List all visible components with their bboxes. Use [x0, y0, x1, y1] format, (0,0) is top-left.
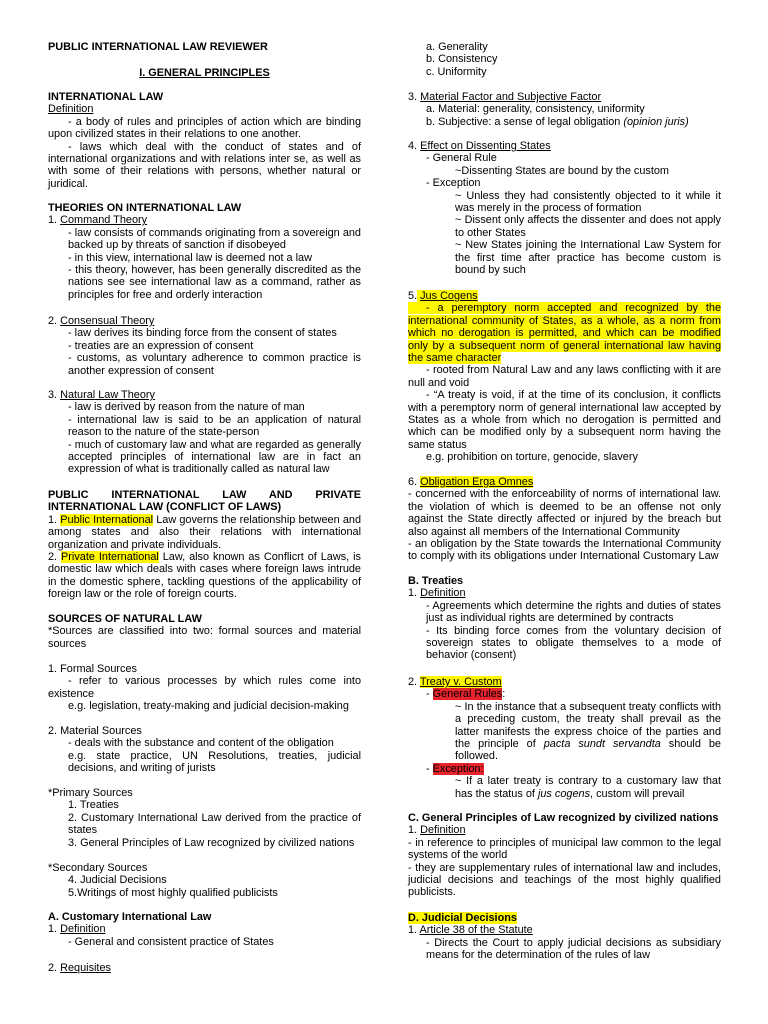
- secondary-sources-block: [48, 862, 361, 899]
- pil-item: [48, 551, 361, 601]
- item-number: 5.: [408, 290, 418, 302]
- item-number: 1.: [48, 923, 61, 936]
- jus-cogens-example: e.g. prohibition on torture, genocide, slavery: [426, 451, 638, 464]
- jus-cogens-block: [408, 290, 721, 464]
- exception-point: [408, 775, 721, 800]
- factors-title: [408, 91, 721, 103]
- pil-item: [48, 514, 361, 551]
- theory-point: - this theory, however, has been generally discredited as the nations see see international law as a command, rather as principles for free and orderly interaction: [68, 264, 361, 301]
- theory-title: [48, 315, 361, 327]
- treaty-vs-custom-block: [408, 676, 721, 800]
- exception-point: ~ Dissent only affects the dissenter and does not apply to other States: [455, 214, 721, 239]
- section-title-block: [48, 67, 361, 79]
- sources-block: [48, 613, 361, 650]
- document-title-block: [48, 41, 361, 53]
- general-principles-heading: C. General Principles of Law recognized by civilized nations: [408, 812, 719, 824]
- theory-point: - international law is said to be an application of natural reason to the nature of the state-person: [68, 413, 361, 439]
- theory-title: [48, 389, 361, 401]
- customary-definition-title: [48, 923, 361, 935]
- requisite-item: b. Consistency: [426, 53, 498, 66]
- sources-note: *Sources are classified into two: formal sources and material sources: [48, 625, 361, 650]
- colon: :: [502, 688, 506, 701]
- item-number: 6.: [408, 476, 421, 488]
- theory-point: - customs, as voluntary adherence to common practice is another expression of consent: [68, 352, 361, 377]
- material-sources-point: - deals with the substance and content of the obligation: [68, 737, 334, 750]
- general-principles-point: - in reference to principles of municipal law common to the legal systems of the world: [408, 836, 721, 862]
- treaty-vs-custom-title: [408, 676, 721, 688]
- secondary-source-item: 4. Judicial Decisions: [68, 874, 167, 887]
- general-rules-line: [408, 688, 721, 700]
- subjective-factor-text: b. Subjective: a sense of legal obligation: [426, 115, 624, 128]
- consensual-theory-block: [48, 315, 361, 377]
- theory-point: - law derives its binding force from the consent of states: [68, 327, 337, 340]
- item-label: Definition: [420, 587, 466, 600]
- erga-omnes-point: - an obligation by the State towards the International Community to comply with its obligations under International Customary Law: [408, 538, 721, 563]
- theory-label: Command Theory: [60, 214, 148, 227]
- item-label: Treaty v. Custom: [419, 676, 502, 688]
- requisites-list: [408, 41, 721, 78]
- item-label: Requisites: [60, 962, 111, 974]
- erga-omnes-title: [408, 476, 721, 488]
- theory-number: 3.: [48, 389, 61, 401]
- pil-item-text: Law governs the relationship between and among states and also their relations with international organization and private individuals.: [48, 513, 361, 551]
- treaties-block: [408, 575, 721, 662]
- article-38-title: [408, 924, 721, 936]
- definition-point: - a body of rules and principles of action which are binding upon civilized states in their relations to one another.: [48, 115, 361, 141]
- theory-number: 1.: [48, 214, 61, 227]
- general-principles-block: [408, 812, 721, 899]
- material-sources-block: [48, 725, 361, 775]
- natural-law-theory-block: [48, 389, 361, 476]
- treaties-definition-point: - Its binding force comes from the voluntary decision of sovereign states to obligate themselves to a mode of behavior (consent): [426, 624, 721, 662]
- general-principles-definition-title: [408, 824, 721, 836]
- general-rules-end: should be followed.: [455, 738, 721, 763]
- subjective-factor: [408, 116, 721, 128]
- sources-heading: SOURCES OF NATURAL LAW: [48, 613, 202, 625]
- treaties-definition-point: - Agreements which determine the rights and duties of states just as individual rights are determined by contracts: [426, 599, 721, 625]
- formal-sources-point: - refer to various processes by which rules come into existence: [48, 675, 361, 700]
- article-38-point: - Directs the Court to apply judicial decisions as subsidiary means for the determination of the rules of law: [426, 936, 721, 962]
- international-law-block: [48, 91, 361, 190]
- primary-source-item: 2. Customary International Law derived from the practice of states: [68, 811, 361, 837]
- item-label: Definition: [420, 824, 466, 837]
- exception-line: [408, 763, 721, 775]
- theory-number: 2.: [48, 315, 61, 327]
- theory-point: - treaties are an expression of consent: [68, 339, 254, 352]
- pil-item-text: Law, also known as Conflicrt of Laws, is domestic law which deals with cases where foreign laws intrude in the domestic sphere, tackling questions of the applicability of foreign law or the role of foreign courts.: [48, 551, 361, 601]
- erga-omnes-block: [408, 476, 721, 563]
- item-number: 1.: [408, 924, 420, 937]
- item-label: Effect on Dissenting States: [420, 140, 551, 152]
- definition-label: Definition: [48, 103, 94, 116]
- general-rules-point: [408, 701, 721, 763]
- international-law-heading: INTERNATIONAL LAW: [48, 91, 164, 103]
- general-rules-term: pacta sundt servandta: [543, 738, 661, 751]
- customary-law-block: [48, 911, 361, 948]
- theory-point: - law consists of commands originating from a sovereign and backed up by threats of sanction if disobeyed: [68, 226, 361, 252]
- general-rule-point: ~Dissenting States are bound by the custom: [455, 164, 670, 177]
- general-rules-text: ~ In the instance that a subsequent treaty conflicts with a preceding custom, the treaty shall prevail as the latter manifests the express choice of the parties and the principle of: [455, 700, 721, 751]
- pil-item-number: 1.: [48, 513, 61, 526]
- material-factor: a. Material: generality, consistency, uniformity: [426, 103, 645, 116]
- jus-cogens-definition: - a peremptory norm accepted and recognized by the international community of States, as a whole, as a norm from which no derogation is permitted, and which can be modified only by a subsequent norm of general international law having the same character: [408, 302, 721, 365]
- dissenting-states-block: [408, 140, 721, 276]
- pil-vs-private-block: [48, 489, 361, 601]
- exception-point: ~ Unless they had consistently objected to it while it was merely in the process of formation: [455, 189, 721, 215]
- erga-omnes-point: - concerned with the enforceability of norms of international law. the violation of which is deemed to be an offense not only against the State directly affected or injured by the breach but also against all members of the International Community: [408, 488, 721, 538]
- theory-point: - much of customary law and what are regarded as generally accepted principles of international law are in fact an expression of what is traditionally called as natural law: [68, 438, 361, 476]
- exception-label: Exception:: [432, 762, 484, 775]
- primary-sources-label: *Primary Sources: [48, 787, 133, 799]
- general-rules-label: General Rules: [432, 688, 503, 701]
- item-number: 1.: [408, 824, 421, 837]
- customary-definition-point: - General and consistent practice of States: [68, 935, 274, 948]
- judicial-decisions-block: [408, 912, 721, 962]
- primary-source-item: 3. General Principles of Law recognized by civilized nations: [68, 836, 355, 849]
- requisite-item: a. Generality: [426, 41, 488, 53]
- treaties-definition-title: [408, 587, 721, 599]
- jus-cogens-point: - rooted from Natural Law and any laws conflicting with it are null and void: [408, 364, 721, 389]
- item-number: 4.: [408, 140, 421, 152]
- theories-heading: THEORIES ON INTERNATIONAL LAW: [48, 202, 242, 214]
- material-sources-point: e.g. state practice, UN Resolutions, treaties, judicial decisions, and writing of jurists: [68, 749, 361, 775]
- item-number: 3.: [408, 91, 421, 103]
- item-label: Article 38 of the Statute: [419, 924, 533, 937]
- formal-sources-block: [48, 663, 361, 713]
- definition-point: - laws which deal with the conduct of states and of international organizations and with relations inter se, as well as with some of their relations with persons, whether natural or juridical.: [48, 140, 361, 190]
- factors-block: [408, 91, 721, 128]
- exception-term: jus cogens: [537, 787, 591, 800]
- material-sources-label: 2. Material Sources: [48, 725, 142, 737]
- document-title: PUBLIC INTERNATIONAL LAW REVIEWER: [48, 41, 268, 53]
- theory-title: [48, 214, 361, 226]
- jus-cogens-title: [408, 290, 721, 302]
- command-theory-block: [48, 202, 361, 301]
- item-label: Definition: [60, 923, 106, 936]
- theory-label: Natural Law Theory: [60, 389, 155, 401]
- theory-label: Consensual Theory: [60, 315, 155, 327]
- pil-item-number: 2.: [48, 551, 62, 564]
- jus-cogens-definition-line: [408, 302, 721, 364]
- exception-point: ~ New States joining the International Law System for the first time after practice has become custom is bound by such: [455, 239, 721, 277]
- requisite-item: c. Uniformity: [426, 65, 487, 78]
- judicial-decisions-heading-line: [408, 912, 721, 924]
- section-title: I. GENERAL PRINCIPLES: [139, 67, 270, 79]
- theory-point: - in this view, international law is deemed not a law: [68, 251, 312, 264]
- pil-item-highlight: Public International: [60, 513, 154, 526]
- subjective-factor-term: (opinion juris): [623, 115, 689, 128]
- exception-label: - Exception: [426, 177, 481, 190]
- primary-sources-block: [48, 787, 361, 849]
- primary-source-item: 1. Treaties: [68, 799, 119, 812]
- item-label: Obligation Erga Omnes: [420, 476, 534, 488]
- pil-vs-private-heading: PUBLIC INTERNATIONAL LAW AND PRIVATE INTERNATIONAL LAW (CONFLICT OF LAWS): [48, 489, 361, 514]
- item-label: Material Factor and Subjective Factor: [420, 91, 602, 103]
- formal-sources-label: 1. Formal Sources: [48, 663, 137, 675]
- jus-cogens-point: - “A treaty is void, if at the time of its conclusion, it conflicts with a peremptory norm of general international law accepted by States as a whole from which no derogation is permitted and which can be modified only by a subsequent norm having the same status: [408, 389, 721, 451]
- dash: -: [426, 762, 433, 775]
- item-number: 1.: [408, 587, 421, 600]
- pil-item-highlight: Private International: [61, 551, 159, 564]
- requisites-title: [48, 962, 361, 974]
- theory-point: - law is derived by reason from the nature of man: [68, 401, 305, 414]
- dissent-title: [408, 140, 721, 152]
- customary-law-heading: A. Customary International Law: [48, 911, 212, 923]
- item-label: Jus Cogens: [417, 290, 478, 302]
- formal-sources-point: e.g. legislation, treaty-making and judicial decision-making: [68, 700, 349, 713]
- judicial-decisions-heading: D. Judicial Decisions: [408, 912, 517, 924]
- item-number: 2.: [408, 676, 420, 688]
- treaties-heading: B. Treaties: [408, 575, 464, 587]
- secondary-source-item: 5.Writings of most highly qualified publicists: [68, 886, 278, 899]
- dash: -: [426, 688, 433, 701]
- exception-end: , custom will prevail: [590, 787, 685, 800]
- item-number: 2.: [48, 962, 61, 974]
- exception-text: ~ If a later treaty is contrary to a customary law that has the status of: [455, 775, 721, 800]
- requisites-title-block: [48, 962, 361, 974]
- general-rule-label: - General Rule: [426, 152, 497, 165]
- secondary-sources-label: *Secondary Sources: [48, 862, 148, 874]
- general-principles-point: - they are supplementary rules of international law and includes, judicial decisions and teachings of the most highly qualified publicists.: [408, 861, 721, 899]
